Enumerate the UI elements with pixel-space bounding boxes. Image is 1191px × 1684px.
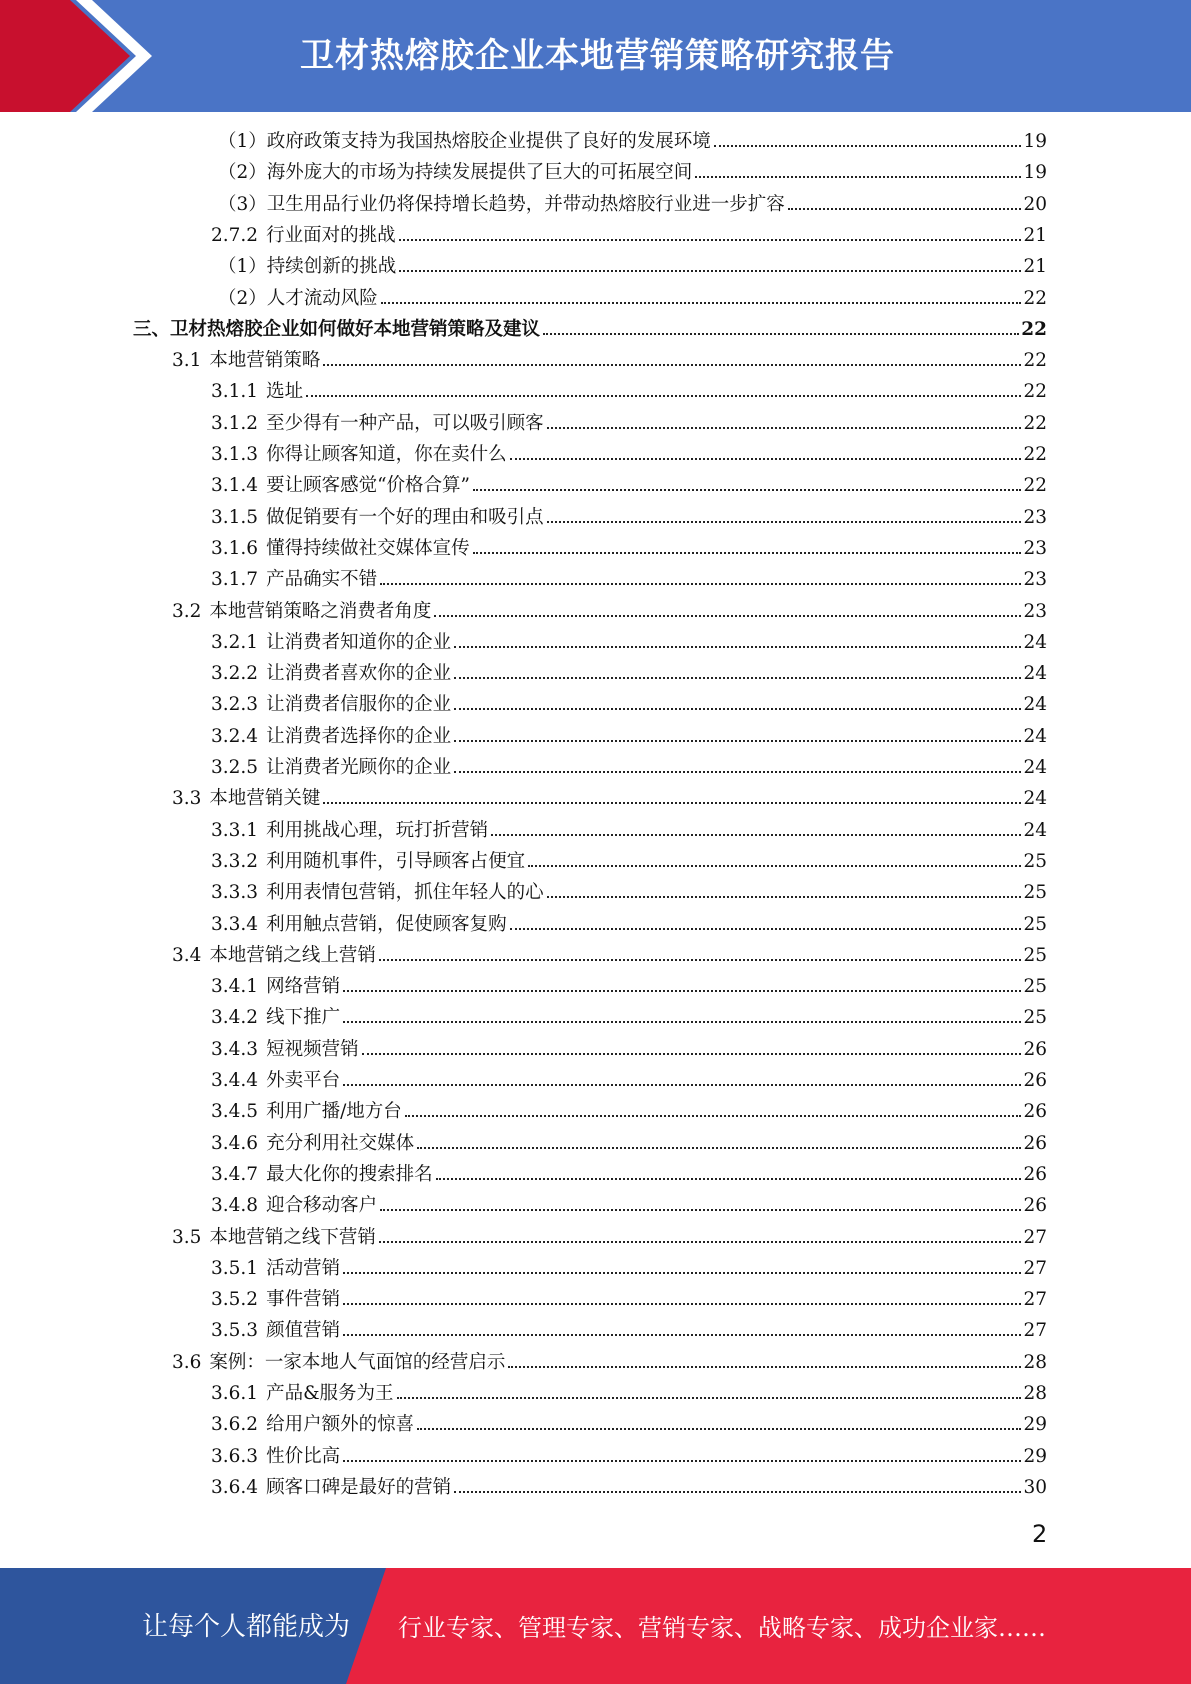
- toc-dot-leader: [417, 1427, 1021, 1430]
- toc-entry-page: 24: [1023, 663, 1047, 684]
- toc-entry-page: 27: [1023, 1289, 1047, 1310]
- toc-entry[interactable]: [211, 222, 1047, 250]
- toc-dot-leader: [454, 770, 1021, 773]
- toc-entry-page: 29: [1023, 1414, 1047, 1435]
- toc-dot-leader: [454, 707, 1021, 710]
- toc-entry-page: 23: [1023, 601, 1047, 622]
- toc-entry-text: （1）持续创新的挑战: [218, 256, 397, 277]
- toc-entry-number: 3.1.7: [211, 569, 259, 590]
- toc-entry-text: 选址: [266, 381, 304, 402]
- toc-entry-label: [211, 723, 451, 751]
- toc-entry-page: 24: [1023, 694, 1047, 715]
- toc-dot-leader: [306, 394, 1021, 397]
- toc-entry-text: 案例：一家本地人气面馆的经营启示: [209, 1352, 506, 1373]
- toc-entry-text: 迎合移动客户: [266, 1195, 378, 1216]
- toc-entry-label: [172, 1349, 505, 1377]
- toc-entry-number: 3.6: [172, 1352, 202, 1373]
- toc-entry-text: 本地营销策略: [209, 350, 321, 371]
- toc-entry-label: [211, 1004, 340, 1032]
- toc-dot-leader: [343, 1302, 1021, 1305]
- toc-entry-label: [218, 159, 692, 187]
- toc-entry-text: 顾客口碑是最好的营销: [266, 1477, 452, 1498]
- toc-entry-label: [211, 222, 396, 250]
- toc-entry-number: 3.3.3: [211, 882, 259, 903]
- toc-entry[interactable]: [172, 347, 1047, 375]
- toc-entry-label: [211, 1130, 414, 1158]
- toc-dot-leader: [454, 676, 1021, 679]
- toc-dot-leader: [473, 488, 1021, 491]
- toc-entry-number: 3.4.4: [211, 1070, 259, 1091]
- toc-entry-page: 24: [1023, 632, 1047, 653]
- toc-entry-text: 本地营销之线下营销: [209, 1227, 376, 1248]
- toc-entry-label: [211, 691, 451, 719]
- toc-entry[interactable]: [211, 441, 1047, 469]
- toc-entry-number: 3.3.2: [211, 851, 259, 872]
- toc-entry[interactable]: [211, 1443, 1047, 1471]
- toc-dot-leader: [343, 989, 1021, 992]
- toc-entry-text: 利用随机事件，引导顾客占便宜: [266, 851, 526, 872]
- toc-entry[interactable]: [211, 848, 1047, 876]
- toc-entry[interactable]: [211, 754, 1047, 782]
- toc-entry-text: 产品&服务为王: [266, 1383, 394, 1404]
- toc-entry-text: 颜值营销: [266, 1320, 341, 1341]
- toc-entry-page: 19: [1023, 131, 1047, 152]
- toc-entry[interactable]: [172, 598, 1047, 626]
- toc-dot-leader: [417, 1146, 1021, 1149]
- toc-dot-leader: [508, 1365, 1021, 1368]
- toc-entry-text: 让消费者喜欢你的企业: [266, 663, 452, 684]
- toc-dot-leader: [510, 927, 1022, 930]
- toc-entry-number: 3.4.6: [211, 1133, 259, 1154]
- toc-entry-text: 本地营销关键: [209, 788, 321, 809]
- toc-entry-page: 24: [1023, 788, 1047, 809]
- toc-entry-label: [211, 1098, 402, 1126]
- toc-entry-number: 3.2.2: [211, 663, 259, 684]
- toc-dot-leader: [343, 1083, 1021, 1086]
- toc-dot-leader: [547, 426, 1022, 429]
- toc-entry-label: [211, 1161, 433, 1189]
- toc-entry-page: 29: [1023, 1446, 1047, 1467]
- toc-entry-label: [218, 285, 378, 313]
- toc-entry-number: 3.2.4: [211, 726, 259, 747]
- toc-dot-leader: [454, 645, 1021, 648]
- toc-entry-number: 3.6.1: [211, 1383, 259, 1404]
- toc-dot-leader: [379, 958, 1022, 961]
- toc-entry-number: 3.4.5: [211, 1101, 259, 1122]
- toc-entry-page: 30: [1023, 1477, 1047, 1498]
- toc-entry-label: [172, 1224, 376, 1252]
- toc-entry-text: （1）政府政策支持为我国热熔胶企业提供了良好的发展环境: [218, 131, 711, 152]
- toc-entry-text: 活动营销: [266, 1258, 341, 1279]
- toc-entry[interactable]: [211, 378, 1047, 406]
- toc-entry-page: 27: [1023, 1227, 1047, 1248]
- toc-dot-leader: [380, 1208, 1021, 1211]
- toc-entry-label: [211, 410, 544, 438]
- toc-entry-text: 本地营销之线上营销: [209, 945, 376, 966]
- toc-entry-page: 27: [1023, 1258, 1047, 1279]
- toc-entry-label: [172, 942, 376, 970]
- toc-dot-leader: [547, 520, 1022, 523]
- footer-slogan: 让每个人都能成为: [142, 1612, 351, 1642]
- toc-entry-number: 3.6.4: [211, 1477, 259, 1498]
- toc-entry-text: 你得让顾客知道，你在卖什么: [266, 444, 507, 465]
- toc-entry-number: 3.1.5: [211, 507, 259, 528]
- toc-entry-text: 给用户额外的惊喜: [266, 1414, 415, 1435]
- toc-entry-text: （3）卫生用品行业仍将保持增长趋势，并带动热熔胶行业进一步扩容: [218, 194, 785, 215]
- toc-entry-page: 26: [1023, 1164, 1047, 1185]
- toc-dot-leader: [405, 1114, 1022, 1117]
- toc-dot-leader: [714, 144, 1022, 147]
- toc-entry-number: 3.3.1: [211, 820, 259, 841]
- toc-entry-page: 25: [1023, 945, 1047, 966]
- toc-dot-leader: [788, 207, 1022, 210]
- toc-entry-text: 利用广播/地方台: [266, 1101, 402, 1122]
- toc-entry-label: [211, 660, 451, 688]
- toc-entry-text: 让消费者选择你的企业: [266, 726, 452, 747]
- toc-entry-page: 19: [1023, 162, 1047, 183]
- toc-entry-page: 25: [1023, 976, 1047, 997]
- toc-dot-leader: [343, 1333, 1021, 1336]
- toc-entry-page: 25: [1023, 851, 1047, 872]
- toc-entry-label: [172, 347, 320, 375]
- toc-entry-text: 线下推广: [266, 1007, 341, 1028]
- toc-entry-page: 22: [1021, 319, 1047, 340]
- header-banner: [0, 0, 1191, 112]
- toc-entry-label: [211, 973, 340, 1001]
- toc-entry[interactable]: [211, 566, 1047, 594]
- toc-entry-text: 利用触点营销，促使顾客复购: [266, 914, 507, 935]
- footer-banner: [0, 1568, 1191, 1684]
- toc-dot-leader: [362, 1052, 1022, 1055]
- toc-entry-number: 3.5.2: [211, 1289, 259, 1310]
- toc-entry-number: 3.4.1: [211, 976, 259, 997]
- toc-entry[interactable]: [172, 785, 1047, 813]
- toc-entry-text: 利用挑战心理，玩打折营销: [266, 820, 489, 841]
- toc-dot-leader: [491, 833, 1021, 836]
- toc-entry[interactable]: [211, 1474, 1047, 1502]
- toc-entry-label: [211, 535, 470, 563]
- toc-entry-page: 24: [1023, 820, 1047, 841]
- toc-entry-number: 3.4.2: [211, 1007, 259, 1028]
- toc-entry[interactable]: [172, 1224, 1047, 1252]
- toc-entry-text: 让消费者信服你的企业: [266, 694, 452, 715]
- toc-entry-label: [211, 817, 488, 845]
- toc-entry-text: （2）海外庞大的市场为持续发展提供了巨大的可拓展空间: [218, 162, 693, 183]
- toc-entry-page: 25: [1023, 882, 1047, 903]
- toc-dot-leader: [343, 1020, 1021, 1023]
- toc-entry-number: 3.4: [172, 945, 202, 966]
- toc-entry-number: 3.4.7: [211, 1164, 259, 1185]
- toc-entry-page: 25: [1023, 1007, 1047, 1028]
- toc-dot-leader: [343, 1271, 1021, 1274]
- toc-entry-label: [211, 441, 507, 469]
- toc-entry-page: 26: [1023, 1070, 1047, 1091]
- toc-entry-label: [211, 1255, 340, 1283]
- toc-entry-label: [218, 253, 396, 281]
- toc-entry-page: 26: [1023, 1195, 1047, 1216]
- toc-entry[interactable]: [211, 1317, 1047, 1345]
- toc-entry-label: [211, 1036, 359, 1064]
- footer-roles: 行业专家、管理专家、营销专家、战略专家、成功企业家……: [398, 1614, 1046, 1642]
- toc-entry-number: 3.5: [172, 1227, 202, 1248]
- toc-entry-text: 短视频营销: [266, 1039, 359, 1060]
- toc-dot-leader: [547, 895, 1022, 898]
- toc-entry[interactable]: [211, 1286, 1047, 1314]
- toc-entry-label: [211, 754, 451, 782]
- toc-entry[interactable]: [211, 1004, 1047, 1032]
- toc-entry[interactable]: [211, 1098, 1047, 1126]
- toc-entry-page: 21: [1023, 256, 1047, 277]
- toc-entry-number: 3.4.8: [211, 1195, 259, 1216]
- toc-entry-page: 22: [1023, 381, 1047, 402]
- toc-entry-label: [211, 1380, 394, 1408]
- toc-entry-label: [133, 316, 540, 344]
- toc-entry-text: 最大化你的搜索排名: [266, 1164, 433, 1185]
- toc-entry-number: 3.1.4: [211, 475, 259, 496]
- toc-entry[interactable]: [172, 942, 1047, 970]
- toc-entry[interactable]: [218, 159, 1047, 187]
- toc-entry[interactable]: [211, 1036, 1047, 1064]
- report-title: 卫材热熔胶企业本地营销策略研究报告: [300, 36, 895, 76]
- toc-entry-page: 28: [1023, 1383, 1047, 1404]
- toc-entry-label: [218, 128, 711, 156]
- toc-entry[interactable]: [211, 472, 1047, 500]
- toc-entry-number: 3.2.5: [211, 757, 259, 778]
- toc-entry-page: 22: [1023, 413, 1047, 434]
- toc-entry-text: 行业面对的挑战: [266, 225, 396, 246]
- toc-entry-page: 22: [1023, 288, 1047, 309]
- toc-dot-leader: [323, 363, 1021, 366]
- toc-entry-label: [211, 504, 544, 532]
- toc-entry[interactable]: [133, 316, 1047, 344]
- toc-entry-page: 22: [1023, 475, 1047, 496]
- toc-entry-number: 3.2.1: [211, 632, 259, 653]
- toc-dot-leader: [473, 551, 1022, 554]
- toc-dot-leader: [528, 864, 1021, 867]
- toc-entry-page: 20: [1023, 194, 1047, 215]
- toc-entry-number: 3.1: [172, 350, 202, 371]
- toc-entry-page: 28: [1023, 1352, 1047, 1373]
- toc-entry[interactable]: [211, 410, 1047, 438]
- toc-entry-text: （2）人才流动风险: [218, 288, 378, 309]
- toc-entry-number: 3.4.3: [211, 1039, 259, 1060]
- toc-entry-text: 三、卫材热熔胶企业如何做好本地营销策略及建议: [133, 319, 541, 340]
- toc-entry[interactable]: [218, 191, 1047, 219]
- toc-entry[interactable]: [211, 504, 1047, 532]
- toc-entry[interactable]: [211, 535, 1047, 563]
- toc-dot-leader: [543, 332, 1019, 335]
- toc-entry-label: [211, 911, 507, 939]
- toc-entry-label: [172, 598, 431, 626]
- toc-dot-leader: [695, 175, 1021, 178]
- toc-entry-number: 3.1.6: [211, 538, 259, 559]
- toc-dot-leader: [434, 614, 1021, 617]
- toc-entry[interactable]: [211, 973, 1047, 1001]
- toc-entry-page: 25: [1023, 914, 1047, 935]
- toc-entry-number: 3.1.1: [211, 381, 259, 402]
- toc-entry-number: 3.2: [172, 601, 202, 622]
- toc-entry-page: 23: [1023, 538, 1047, 559]
- toc-entry-text: 性价比高: [266, 1446, 341, 1467]
- toc-entry-text: 让消费者光顾你的企业: [266, 757, 452, 778]
- toc-entry-label: [211, 566, 377, 594]
- toc-entry-number: 3.6.2: [211, 1414, 259, 1435]
- toc-entry-label: [211, 472, 470, 500]
- toc-entry-page: 26: [1023, 1133, 1047, 1154]
- toc-entry-page: 24: [1023, 726, 1047, 747]
- toc-entry[interactable]: [211, 1130, 1047, 1158]
- toc-entry-text: 充分利用社交媒体: [266, 1133, 415, 1154]
- toc-entry-number: 3.5.1: [211, 1258, 259, 1279]
- toc-entry-label: [211, 1067, 340, 1095]
- toc-entry-page: 27: [1023, 1320, 1047, 1341]
- toc-entry-number: 2.7.2: [211, 225, 259, 246]
- toc-entry[interactable]: [218, 285, 1047, 313]
- toc-entry-page: 21: [1023, 225, 1047, 246]
- toc-dot-leader: [510, 457, 1022, 460]
- toc-entry-label: [211, 1411, 414, 1439]
- toc-entry-text: 外卖平台: [266, 1070, 341, 1091]
- toc-entry-page: 26: [1023, 1039, 1047, 1060]
- toc-entry-page: 24: [1023, 757, 1047, 778]
- toc-entry-page: 22: [1023, 350, 1047, 371]
- toc-entry-page: 26: [1023, 1101, 1047, 1122]
- toc-entry[interactable]: [211, 911, 1047, 939]
- toc-entry-number: 3.3: [172, 788, 202, 809]
- toc-entry-label: [211, 848, 525, 876]
- toc-entry-text: 让消费者知道你的企业: [266, 632, 452, 653]
- toc-dot-leader: [436, 1177, 1022, 1180]
- toc-dot-leader: [381, 301, 1022, 304]
- toc-entry-label: [211, 378, 303, 406]
- toc-entry[interactable]: [211, 1192, 1047, 1220]
- page-number: 2: [1032, 1520, 1048, 1548]
- toc-entry-label: [211, 1286, 340, 1314]
- toc-dot-leader: [397, 1396, 1022, 1399]
- toc-entry[interactable]: [211, 723, 1047, 751]
- toc-dot-leader: [399, 269, 1021, 272]
- toc-entry[interactable]: [172, 1349, 1047, 1377]
- toc-entry-number: 3.6.3: [211, 1446, 259, 1467]
- toc-entry-page: 23: [1023, 569, 1047, 590]
- toc-entry[interactable]: [211, 691, 1047, 719]
- toc-entry[interactable]: [211, 817, 1047, 845]
- toc-entry[interactable]: [211, 1255, 1047, 1283]
- header-red-wedge: [0, 0, 150, 112]
- toc-entry-page: 23: [1023, 507, 1047, 528]
- toc-entry-text: 要让顾客感觉“价格合算”: [266, 475, 470, 496]
- toc-entry[interactable]: [211, 1411, 1047, 1439]
- toc-entry[interactable]: [218, 253, 1047, 281]
- toc-entry-label: [211, 1474, 451, 1502]
- toc-dot-leader: [454, 739, 1021, 742]
- toc-dot-leader: [454, 1490, 1021, 1493]
- toc-entry-number: 3.5.3: [211, 1320, 259, 1341]
- toc-entry[interactable]: [211, 1380, 1047, 1408]
- toc-entry[interactable]: [211, 1067, 1047, 1095]
- toc-entry-label: [211, 629, 451, 657]
- toc-entry-number: 3.2.3: [211, 694, 259, 715]
- toc-entry-number: 3.3.4: [211, 914, 259, 935]
- toc-entry-label: [211, 1443, 340, 1471]
- toc-dot-leader: [379, 1240, 1022, 1243]
- toc-entry-number: 3.1.3: [211, 444, 259, 465]
- toc-entry-text: 至少得有一种产品，可以吸引顾客: [266, 413, 544, 434]
- toc-entry[interactable]: [211, 1161, 1047, 1189]
- toc-entry-text: 利用表情包营销，抓住年轻人的心: [266, 882, 544, 903]
- toc-entry-text: 做促销要有一个好的理由和吸引点: [266, 507, 544, 528]
- toc-entry-label: [218, 191, 785, 219]
- toc-entry-text: 网络营销: [266, 976, 341, 997]
- toc-entry-text: 产品确实不错: [266, 569, 378, 590]
- toc-entry-text: 本地营销策略之消费者角度: [209, 601, 432, 622]
- toc-entry[interactable]: [211, 879, 1047, 907]
- toc-entry-number: 3.1.2: [211, 413, 259, 434]
- toc-entry[interactable]: [211, 660, 1047, 688]
- toc-dot-leader: [399, 238, 1022, 241]
- toc-entry-label: [172, 785, 320, 813]
- toc-dot-leader: [323, 801, 1021, 804]
- toc-entry-text: 懂得持续做社交媒体宣传: [266, 538, 470, 559]
- toc-entry-text: 事件营销: [266, 1289, 341, 1310]
- toc-entry[interactable]: [211, 629, 1047, 657]
- toc-entry-label: [211, 1192, 377, 1220]
- toc-entry-label: [211, 1317, 340, 1345]
- toc-dot-leader: [343, 1459, 1021, 1462]
- toc-dot-leader: [380, 582, 1021, 585]
- toc-entry[interactable]: [218, 128, 1047, 156]
- toc-entry-page: 22: [1023, 444, 1047, 465]
- toc-entry-label: [211, 879, 544, 907]
